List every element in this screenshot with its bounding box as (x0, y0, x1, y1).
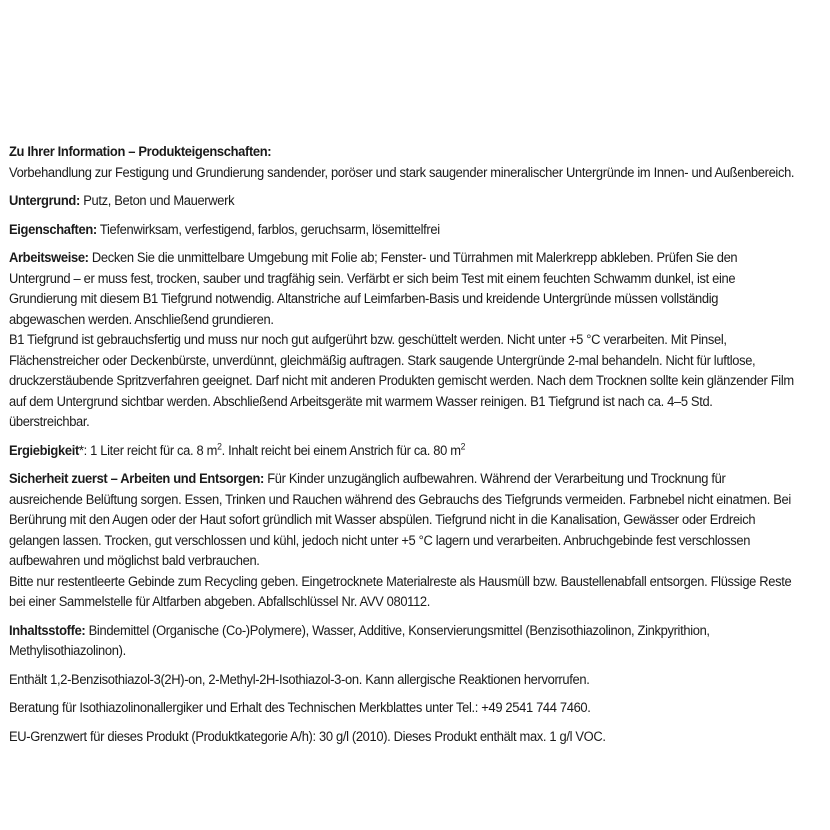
arbeitsweise-section (9, 248, 795, 433)
untergrund-label: Untergrund: (9, 193, 80, 208)
eu-grenzwert-statement: EU-Grenzwert für dieses Produkt (Produktkategorie A/h): 30 g/l (2010). Dieses Produkt enthält max. 1 g/l VOC. (9, 728, 606, 744)
sicherheit-label: Sicherheit zuerst – Arbeiten und Entsorgen: (9, 471, 264, 486)
product-information-document (9, 142, 795, 747)
square-superscript: 2 (217, 441, 222, 452)
ergiebigkeit-asterisk: *: (78, 442, 87, 458)
sicherheit-section (9, 469, 795, 613)
ergiebigkeit-section (9, 441, 795, 462)
inhaltsstoffe-section (9, 621, 795, 662)
eigenschaften-text: Tiefenwirksam, verfestigend, farblos, geruchsarm, lösemittelfrei (96, 221, 440, 237)
beratung-statement: Beratung für Isothiazolinonallergiker und Erhalt des Technischen Merkblattes unter Tel.: +49 2541 744 7460. (9, 700, 591, 715)
entsorgung-text: Bitte nur restentleerte Gebinde zum Recycling geben. Eingetrocknete Materialreste als Hausmüll bzw. Baustellenabfall entsorgen. Flüssige Reste bei einer Sammelstelle für Altfarben abgeben. Abfallschlüssel Nr. AVV 080112. (9, 573, 792, 609)
eigenschaften-section (9, 220, 795, 241)
untergrund-section (9, 191, 795, 212)
untergrund-text: Putz, Beton und Mauerwerk (79, 193, 235, 208)
intro-section (9, 142, 795, 183)
sicherheit-text: Für Kinder unzugänglich aufbewahren. Während der Verarbeitung und Trocknung für ausreichende Belüftung sorgen. Essen, Trinken und Rauchen während des Gebrauchs des Tiefgrunds vermeiden. Farbnebel nicht einatmen. Bei Berührung mit den Augen oder der Haut sofort gründlich mit Wasser abspülen. Tiefgrund nicht in die Kanalisation, Gewässer oder Erdreich gelangen lassen. Trocken, gut verschlossen und kühl, jedoch nicht unter +5 °C lagern und verarbeiten. Anbruchgebinde fest verschlossen aufbewahren und möglichst bald verbrauchen. (9, 471, 791, 568)
arbeitsweise-label: Arbeitsweise: (9, 250, 89, 265)
arbeitsweise-text: Decken Sie die unmittelbare Umgebung mit Folie ab; Fenster- und Türrahmen mit Malerkrepp abkleben. Prüfen Sie den Untergrund – er muss fest, trocken, sauber und tragfähig sein. Verfärbt er sich beim Test mit einem feuchten Schwamm dunkel, ist eine Grundierung mit diesem B1 Tiefgrund notwendig. Altanstriche auf Leimfarben-Basis und kreidende Untergründe müssen vollständig abgewaschen werden. Anschließend grundieren. (9, 250, 738, 327)
section-title: Zu Ihrer Information – Produkteigenschaften: (9, 144, 272, 159)
ergiebigkeit-text-b: . Inhalt reicht bei einem Anstrich für ca. 80 m (221, 442, 461, 458)
ergiebigkeit-label: Ergiebigkeit (9, 442, 79, 458)
inhaltsstoffe-text: Bindemittel (Organische (Co-)Polymere), Wasser, Additive, Konservierungsmittel (Benzisothiazolinon, Zinkpyrithion, Methylisothiazolinon). (9, 622, 710, 658)
intro-text: Vorbehandlung zur Festigung und Grundierung sandender, poröser und stark saugender mineralischer Untergründe im Innen- und Außenbereich. (9, 164, 795, 180)
square-superscript: 2 (460, 441, 466, 452)
ergiebigkeit-text-a: 1 Liter reicht für ca. 8 m (86, 442, 218, 458)
enthaelt-statement: Enthält 1,2-Benzisothiazol-3(2H)-on, 2-Methyl-2H-Isothiazol-3-on. Kann allergische Reaktionen hervorrufen. (9, 671, 590, 687)
eigenschaften-label: Eigenschaften: (9, 221, 97, 237)
arbeitsweise-text-continued: B1 Tiefgrund ist gebrauchsfertig und muss nur noch gut aufgerührt bzw. geschüttelt werden. Nicht unter +5 °C verarbeiten. Mit Pinsel, Flächenstreicher oder Deckenbürste, unverdünnt, gleichmäßig auftragen. Stark saugende Untergründe 2-mal behandeln. Nicht für luftlose, druckzerstäubende Spritzverfahren geeignet. Darf nicht mit anderen Produkten gemischt werden. Nach dem Trocknen sollte kein glänzender Film auf dem Untergrund sichtbar werden. Abschließend Arbeitsgeräte mit warmem Wasser reinigen. B1 Tiefgrund ist nach ca. 4–5 Std. überstreichbar. (9, 332, 794, 429)
inhaltsstoffe-label: Inhaltsstoffe: (9, 622, 86, 638)
